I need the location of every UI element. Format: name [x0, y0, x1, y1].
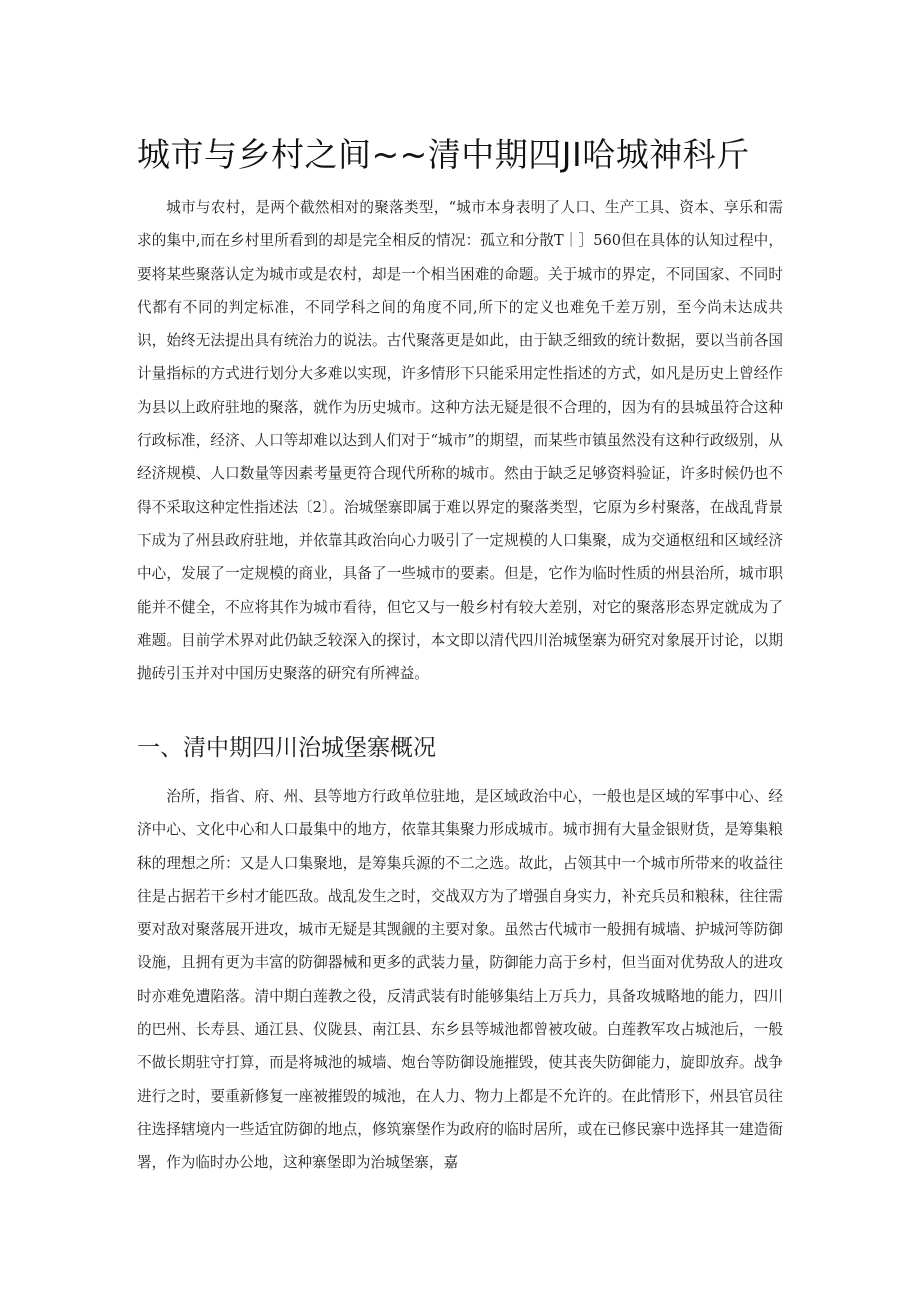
section-heading: 一、清中期四川治城堡寨概况 — [137, 735, 436, 761]
section-paragraph: 治所，指省、府、州、县等地方行政单位驻地，是区域政治中心，一般也是区域的军事中心、经济中心、文化中心和人口最集中的地方，依靠其集聚力形成城市。城市拥有大量金银财货，是筹集粮秣的理想之所：又是人口集聚地，是筹集兵源的不二之选。故此，占领其中一个城市所带来的收益往往是占据若干乡村才能匹敌。战乱发生之时，交战双方为了增强自身实力，补充兵员和粮秣，往往需要对敌对聚落展开进攻，城市无疑是其觊觎的主要对象。虽然古代城市一般拥有城墙、护城河等防御设施，且拥有更为丰富的防御器械和更多的武装力量，防御能力高于乡村，但当面对优势敌人的进攻时亦难免遭陷落。清中期白莲教之役，反清武装有时能够集结上万兵力，具备攻城略地的能力，四川的巴州、长寿县、通江县、仪陇县、南江县、东乡县等城池都曾被攻破。白莲教军攻占城池后，一般不做长期驻守打算，而是将城池的城墙、炮台等防御设施摧毁，使其丧失防御能力，旋即放弃。战争进行之时，要重新修复一座被摧毁的城池，在人力、物力上都是不允许的。在此情形下，州县官员往往选择辖境内一些适宜防御的地点，修筑寨堡作为政府的临时居所，或在已修民寨中选择其一建造衙署，作为临时办公地，这种寨堡即为治城堡寨，嘉 — [137, 788, 783, 1172]
document-title: 城市与乡村之间~~清中期四JI哈城神科斤 — [137, 135, 750, 174]
intro-paragraph: 城市与农村，是两个截然相对的聚落类型，“城市本身表明了人口、生产工具、资本、享乐和需求的集中,而在乡村里所看到的却是完全相反的情况：孤立和分散T｜］560但在具体的认知过程中，要将某些聚落认定为城市或是农村，却是一个相当困难的命题。关于城市的界定，不同国家、不同时代都有不同的判定标准，不同学科之间的角度不同,所下的定义也难免千差万别，至今尚未达成共识，始终无法提出具有统治力的说法。古代聚落更是如此，由于缺乏细致的统计数据，要以当前各国计量指标的方式进行划分大多难以实现，许多情形下只能采用定性指述的方式，如凡是历史上曾经作为县以上政府驻地的聚落，就作为历史城市。这种方法无疑是很不合理的，因为有的县城虽符合这种行政标准，经济、人口等却难以达到人们对于“城市”的期望，而某些市镇虽然没有这种行政级别，从经济规模、人口数量等因素考量更符合现代所称的城市。然由于缺乏足够资料验证，许多时候仍也不得不采取这种定性指述法〔2〕。治城堡寨即属于难以界定的聚落类型，它原为乡村聚落，在战乱背景下成为了州县政府驻地，并依靠其政治向心力吸引了一定规模的人口集聚，成为交通枢纽和区域经济中心，发展了一定规模的商业，具备了一些城市的要素。但是，它作为临时性质的州县治所，城市职能并不健全，不应将其作为城市看待，但它又与一般乡村有较大差别，对它的聚落形态界定就成为了难题。目前学术界对此仍缺乏较深入的探讨，本文即以清代四川治城堡寨为研究对象展开讨论，以期抛砖引玉并对中国历史聚落的研究有所裨益。 — [137, 199, 783, 683]
